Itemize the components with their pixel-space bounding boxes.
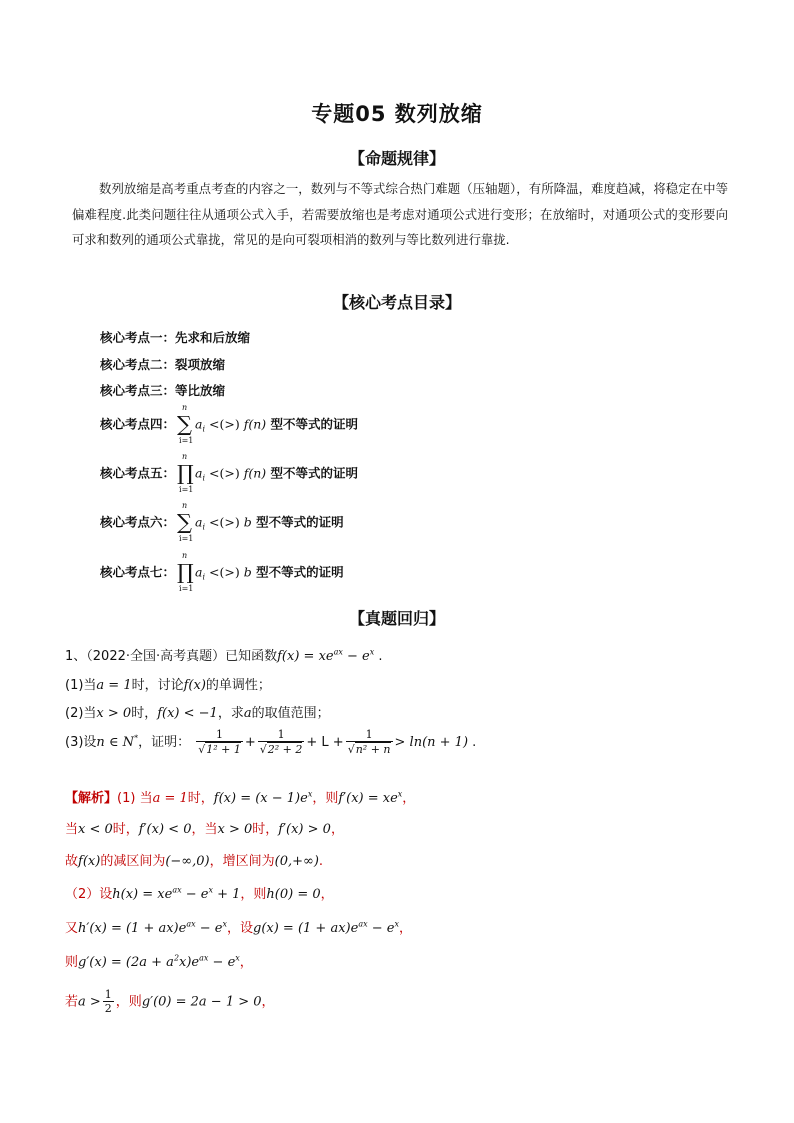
section-heading-real: 【真题回归】 <box>348 609 445 628</box>
fraction-term-1: $\frac{1}{\text{√1² + 1}}$ <box>198 728 241 756</box>
section-heading-rules: 【命题规律】 <box>348 149 445 168</box>
page-title: 专题05 数列放缩 <box>311 102 483 126</box>
solution-line-5: 又$h'(x) = (1 + ax)e^{ax} - e^x$，设$g(x) = (1 + ax)e^{ax} - e^x$， <box>65 919 412 936</box>
keypoint-3: 核心考点三：等比放缩 <box>100 383 226 398</box>
product-formula: n ∏ i=1 <box>177 551 194 593</box>
keypoint-4: 核心考点四： n ∑ i=1 $a_i$ <(>) f(n) 型不等式的证明 <box>100 403 358 445</box>
problem-part-3: (3)设n ∈ N*，证明： $\frac{1}{\text{√1² + 1}}$ + $\frac{1}{\text{√2² + 2}}$ + L + $\frac{1}{\text{√n² + n}}$ > ln(n + 1) . <box>65 728 477 756</box>
keypoint-4-label: 核心考点四： <box>100 416 176 432</box>
solution-line-1: 【解析】(1) 当a = 1时，$f(x) = (x - 1)e^x$，则$f'(x) = xe^x$， <box>65 789 416 806</box>
keypoint-6-label: 核心考点六： <box>100 514 176 530</box>
keypoint-1: 核心考点一：先求和后放缩 <box>100 330 251 345</box>
keypoint-5: 核心考点五： n ∏ i=1 $a_i$ <(>) f(n) 型不等式的证明 <box>100 452 358 494</box>
solution-line-2: 当x < 0时，f′(x) < 0，当x > 0时，f′(x) > 0， <box>65 822 344 837</box>
fraction-term-3: $\frac{1}{\text{√n² + n}}$ <box>347 728 391 756</box>
solution-tag: 【解析】 <box>65 791 118 806</box>
keypoint-5-label: 核心考点五： <box>100 465 176 481</box>
solution-line-6: 则$g'(x) = (2a + a^2x)e^{ax} - e^x$， <box>65 953 253 970</box>
keypoint-6: 核心考点六： n ∑ i=1 $a_i$ <(>) b 型不等式的证明 <box>100 501 344 543</box>
problem-intro: 1、（2022·全国·高考真题）已知函数$f(x) = xe^{ax} - e^x$ . <box>65 647 383 664</box>
solution-line-4: （2）设$h(x) = xe^{ax} - e^x + 1$，则h(0) = 0， <box>65 885 334 902</box>
section-heading-toc: 【核心考点目录】 <box>332 293 461 312</box>
fraction-term-2: $\frac{1}{\text{√2² + 2}}$ <box>259 728 303 756</box>
intro-paragraph: 数列放缩是高考重点考查的内容之一，数列与不等式综合热门难题（压轴题），有所降温，难度趋减，将稳定在中等偏难程度.此类问题往往从通项公式入手，若需要放缩也是考虑对通项公式进行变形；在放缩时，对通项公式的变形要向可求和数列的通项公式靠拢，常见的是向可裂项相消的数列与等比数列进行靠拢. <box>72 181 728 247</box>
solution-line-7: 若a > $\frac{1}{2}$ ，则g′(0) = 2a − 1 > 0， <box>65 988 275 1015</box>
keypoint-2: 核心考点二：裂项放缩 <box>100 357 226 372</box>
sum-formula: n ∑ i=1 <box>177 403 194 445</box>
product-formula: n ∏ i=1 <box>177 452 194 494</box>
sum-formula: n ∑ i=1 <box>177 501 194 543</box>
fraction-one-half: $\frac{1}{2}$ <box>104 988 112 1015</box>
solution-line-3: 故f(x)的减区间为(−∞,0)，增区间为(0,+∞). <box>65 854 324 869</box>
problem-part-1: (1)当a = 1时，讨论f(x)的单调性； <box>65 678 271 693</box>
problem-part-2: (2)当x > 0时，f(x) < −1，求a的取值范围； <box>65 706 330 721</box>
keypoint-7: 核心考点七： n ∏ i=1 $a_i$ <(>) b 型不等式的证明 <box>100 551 344 593</box>
keypoint-7-label: 核心考点七： <box>100 564 176 580</box>
